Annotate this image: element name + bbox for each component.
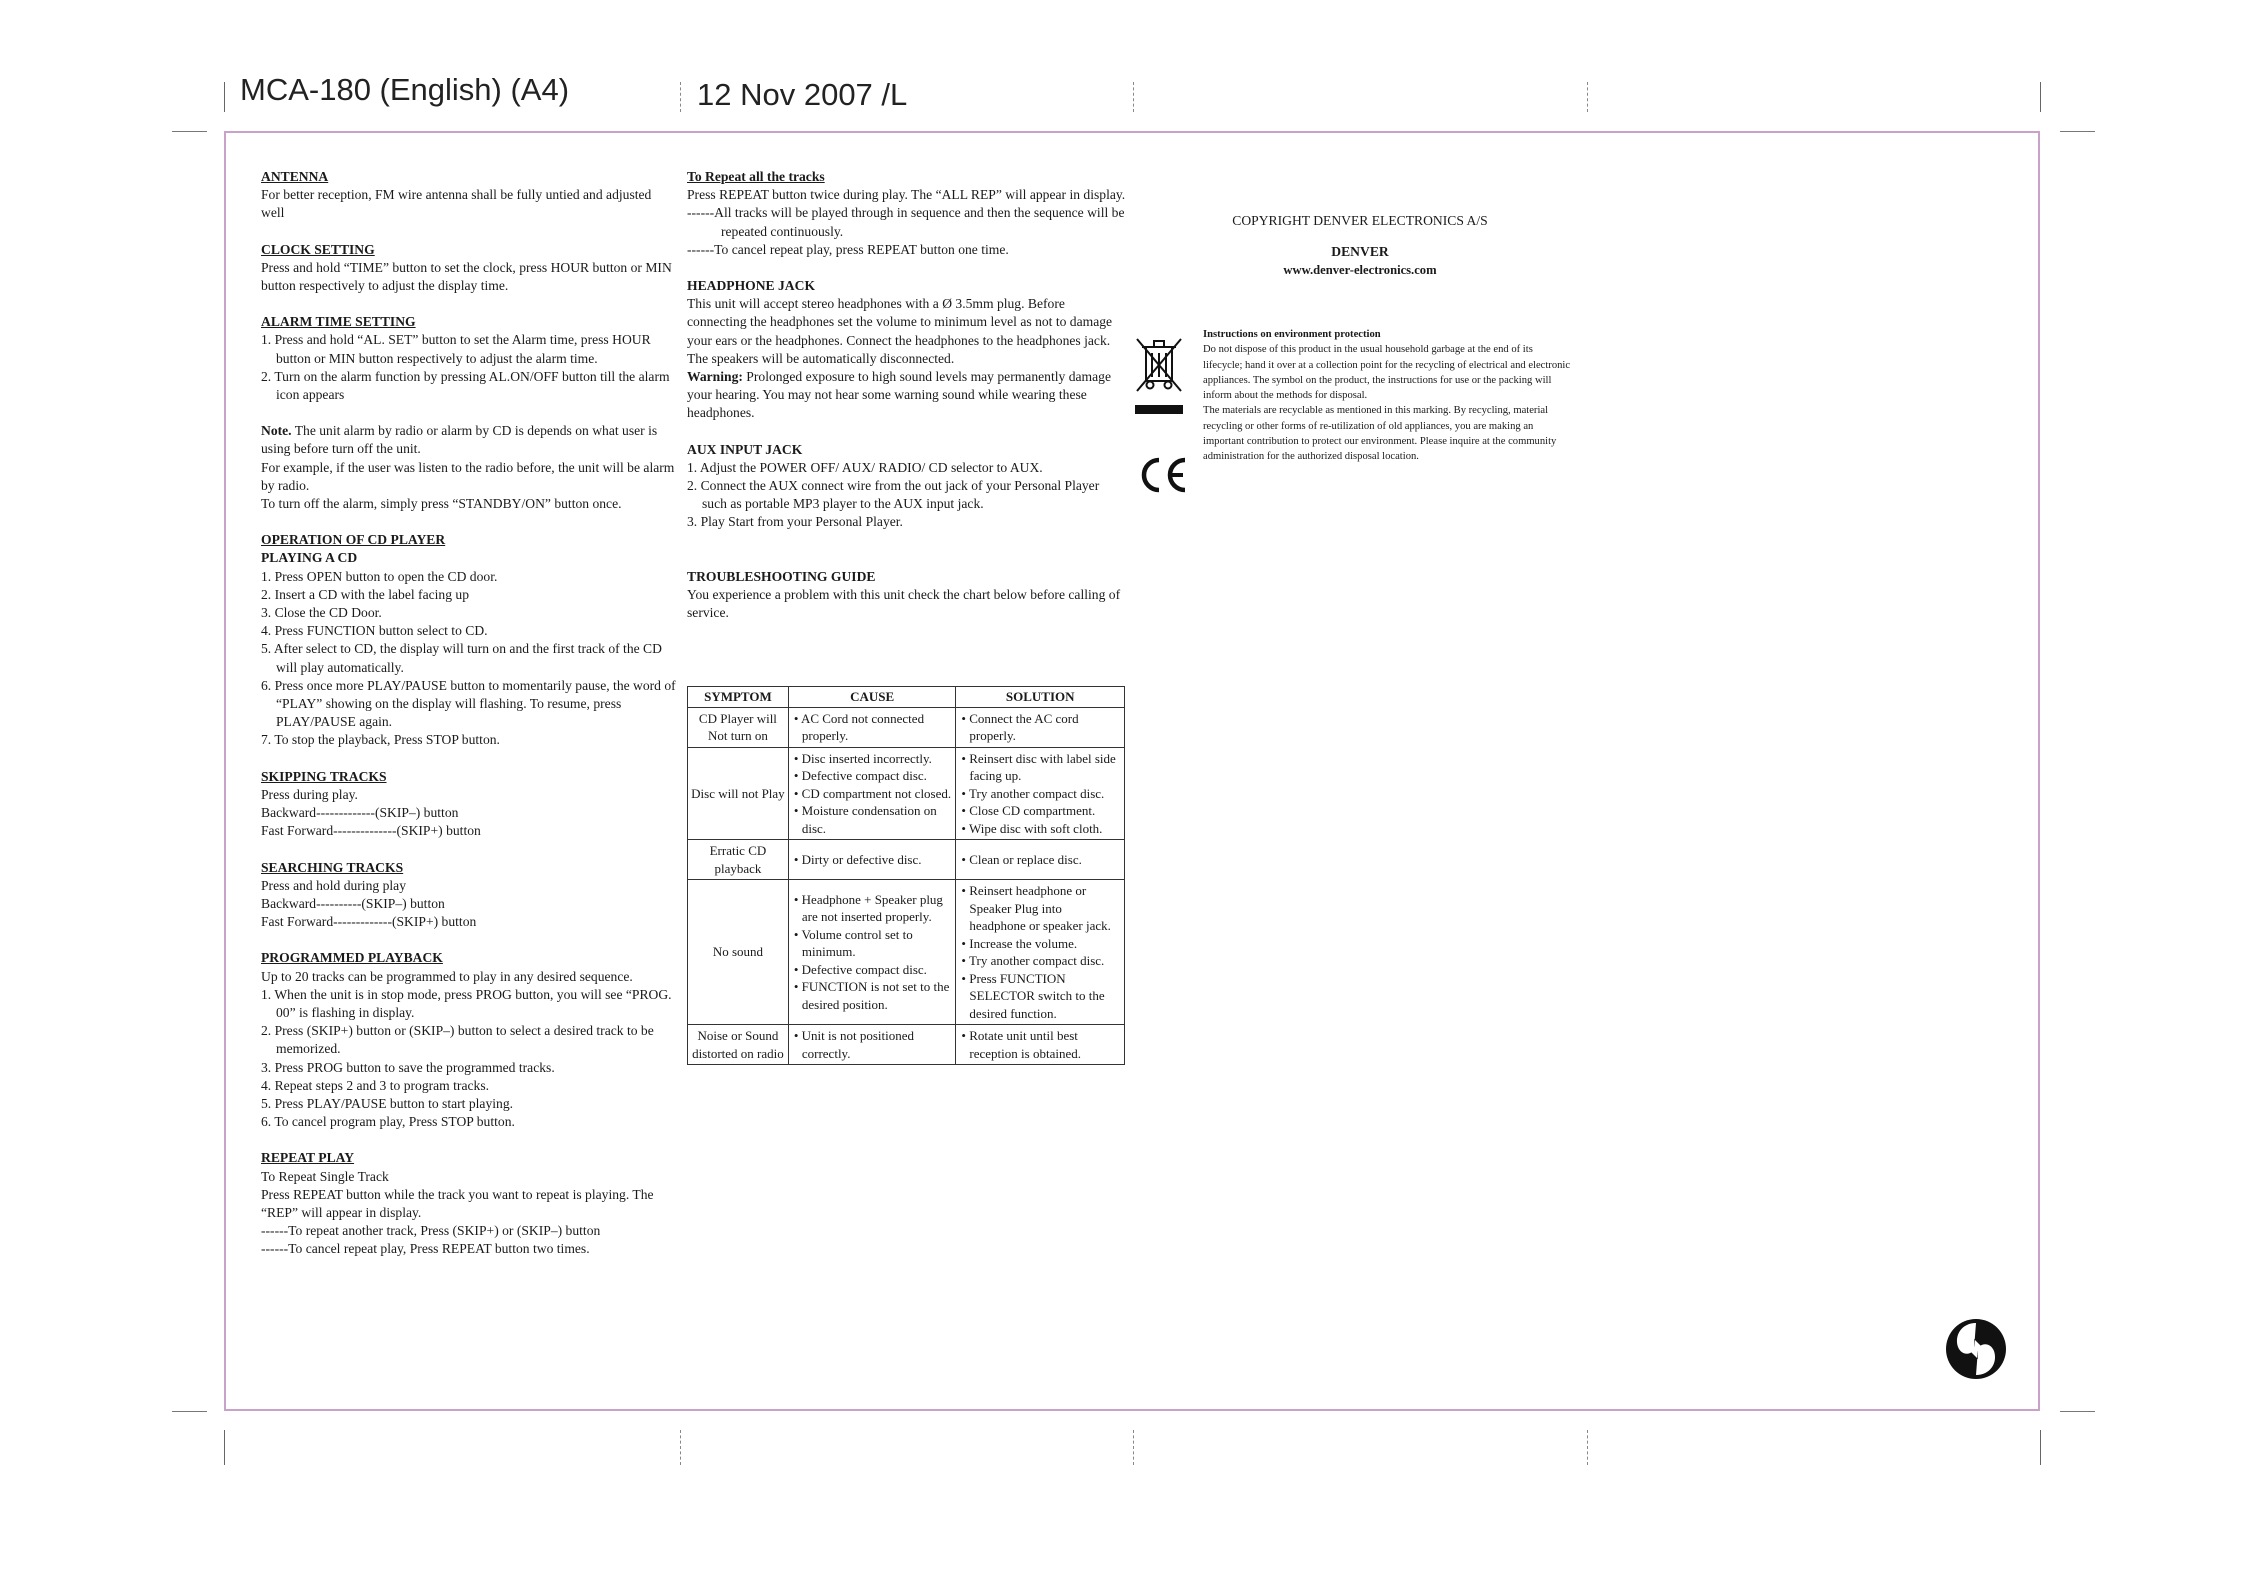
section-heading: PROGRAMMED PLAYBACK: [261, 950, 443, 966]
fold-mark: [1133, 1430, 1134, 1465]
paragraph: ------To cancel repeat play, press REPEAT button one time.: [687, 241, 1009, 257]
paragraph: Press and hold during play: [261, 877, 406, 893]
cause-item: • Moisture condensation on disc.: [793, 803, 937, 836]
symptom-cell: CD Player will Not turn on: [688, 707, 789, 747]
sub-heading: PLAYING A CD: [261, 550, 358, 566]
paragraph: ------To cancel repeat play, Press REPEAT button two times.: [261, 1241, 590, 1257]
solution-item: • Try another compact disc.: [961, 953, 1105, 968]
crop-mark: [172, 131, 207, 132]
print-date: 12 Nov 2007 /L: [697, 77, 908, 112]
list-item: 4. Press FUNCTION button select to CD.: [261, 623, 488, 639]
list-item: 6. Press once more PLAY/PAUSE button to momentarily pause, the word of “PLAY” showing on the display will flashing. To resume, press PLAY/PAUSE again.: [261, 677, 676, 730]
cd-list: [261, 568, 676, 750]
symptom-cell: Noise or Sound distorted on radio: [688, 1025, 789, 1065]
table-row: [688, 707, 1125, 747]
section-heading: SKIPPING TRACKS: [261, 768, 387, 784]
list-item: 3. Press PROG button to save the programmed tracks.: [261, 1059, 555, 1075]
list-item: 6. To cancel program play, Press STOP button.: [261, 1114, 515, 1130]
warning-text: Prolonged exposure to high sound levels may permanently damage your hearing. You may not hear some warning sound while wearing these headphones.: [687, 369, 1111, 421]
warning-paragraph: [687, 368, 1127, 423]
list-item: 2. Press (SKIP+) button or (SKIP–) button to select a desired track to be memorized.: [261, 1023, 654, 1057]
table-row: [688, 1025, 1125, 1065]
section-heading: ANTENNA: [261, 169, 329, 184]
paragraph: Fast Forward-------------(SKIP+) button: [261, 914, 477, 930]
table-header-row: [688, 687, 1125, 708]
section-heading: SEARCHING TRACKS: [261, 859, 404, 875]
ce-mark-icon: [1138, 455, 1190, 495]
section-heading: AUX INPUT JACK: [687, 441, 803, 457]
paragraph: Press and hold “TIME” button to set the clock, press HOUR button or MIN button respectively to adjust the display time.: [261, 259, 672, 294]
cause-item: • Defective compact disc.: [793, 768, 927, 783]
solution-item: • Wipe disc with soft cloth.: [961, 820, 1103, 836]
note-label: Note.: [261, 423, 292, 439]
note-text: The unit alarm by radio or alarm by CD is depends on what user is using before turn off the unit.: [261, 423, 658, 457]
cause-item: • Defective compact disc.: [793, 961, 927, 977]
section-heading: REPEAT PLAY: [261, 1150, 355, 1166]
table-row: [688, 840, 1125, 880]
model-title: MCA-180 (English) (A4): [240, 72, 570, 107]
cause-item: • Volume control set to minimum.: [793, 926, 913, 960]
list-item: 2. Turn on the alarm function by pressing AL.ON/OFF button till the alarm icon appears: [261, 368, 670, 403]
paragraph: Backward-------------(SKIP–) button: [261, 805, 459, 821]
paragraph: To Repeat Single Track: [261, 1168, 389, 1184]
environment-block: [1203, 327, 1573, 465]
aux-list: [687, 459, 1127, 532]
list-item: 2. Insert a CD with the label facing up: [261, 586, 470, 602]
table-row: [688, 880, 1125, 1025]
section-heading: CLOCK SETTING: [261, 241, 375, 257]
paragraph: Press REPEAT button while the track you want to repeat is playing. The “REP” will appear in display.: [261, 1186, 654, 1220]
cause-item: • Dirty or defective disc.: [793, 851, 922, 867]
solution-item: • Press FUNCTION SELECTOR switch to the desired function.: [961, 970, 1105, 1021]
env-text: Do not dispose of this product in the usual household garbage at the end of its lifecycle; hand it over at a collection point for the recycling of electrical and electronic appliances. The symbol on the product, the instructions for use or the packing will inform about the methods for disposal.: [1203, 344, 1571, 402]
solution-item: • Reinsert disc with label side facing up.: [961, 750, 1116, 783]
list-item: 2. Connect the AUX connect wire from the out jack of your Personal Player such as portable MP3 player to the AUX input jack.: [687, 478, 1100, 512]
crop-mark: [2060, 1411, 2095, 1412]
solution-item: • Increase the volume.: [961, 935, 1078, 951]
paragraph: This unit will accept stereo headphones with a Ø 3.5mm plug. Before connecting the headphones set the volume to minimum level as not to damage your ears or the headphones. Connect the headphones to the headphones jack. The speakers will be automatically disconnected.: [687, 296, 1113, 366]
cause-cell: [788, 840, 956, 880]
cause-item: • Headphone + Speaker plug are not inserted properly.: [793, 891, 943, 925]
troubleshooting-table: [687, 686, 1125, 1065]
list-item: 3. Play Start from your Personal Player.: [687, 514, 903, 530]
cause-item: • Disc inserted incorrectly.: [793, 750, 932, 766]
list-item: 5. Press PLAY/PAUSE button to start playing.: [261, 1095, 514, 1111]
fold-mark: [1587, 1430, 1588, 1465]
list-item: 1. Adjust the POWER OFF/ AUX/ RADIO/ CD selector to AUX.: [687, 459, 1043, 475]
weee-bin-icon: [1133, 333, 1185, 423]
middle-column: [687, 168, 1127, 622]
green-dot-icon: [1944, 1317, 2008, 1381]
list-item: 3. Close the CD Door.: [261, 605, 382, 621]
symptom-cell: Erratic CD playback: [688, 840, 789, 880]
paragraph: For better reception, FM wire antenna shall be fully untied and adjusted well: [261, 187, 652, 221]
solution-cell: [956, 840, 1125, 880]
section-heading: HEADPHONE JACK: [687, 278, 816, 294]
crop-mark: [2060, 131, 2095, 132]
solution-cell: [956, 880, 1125, 1025]
crop-mark: [2040, 1430, 2041, 1465]
note-paragraph: [261, 422, 676, 458]
solution-item: • Reinsert headphone or Speaker Plug into headphone or speaker jack.: [961, 883, 1111, 933]
list-item: 1. Press OPEN button to open the CD door.: [261, 568, 498, 584]
crop-mark: [2040, 82, 2041, 112]
solution-item: • Try another compact disc.: [961, 785, 1105, 801]
paragraph: You experience a problem with this unit check the chart below before calling of service.: [687, 586, 1121, 621]
section-heading: OPERATION OF CD PLAYER: [261, 532, 446, 548]
paragraph: ------All tracks will be played through in sequence and then the sequence will be repeated continuously.: [687, 205, 1125, 239]
solution-item: • Connect the AC cord properly.: [961, 710, 1079, 743]
solution-cell: [956, 1025, 1125, 1065]
list-item: 5. After select to CD, the display will turn on and the first track of the CD will play automatically.: [261, 641, 662, 675]
copyright-text: COPYRIGHT DENVER ELECTRONICS A/S: [1232, 213, 1488, 228]
fold-mark: [1587, 82, 1588, 112]
crop-mark: [172, 1411, 207, 1412]
fold-mark: [1133, 82, 1134, 112]
list-item: 7. To stop the playback, Press STOP button.: [261, 732, 500, 748]
symptom-cell: No sound: [688, 880, 789, 1025]
section-heading: TROUBLESHOOTING GUIDE: [687, 568, 876, 584]
column-header: CAUSE: [788, 687, 956, 708]
env-text: The materials are recyclable as mentioned in this marking. By recycling, material recycling or other forms of re-utilization of old appliances, you are making an important contribution to protect our environment. Please inquire at the community administration for the authorized disposal location.: [1203, 405, 1557, 463]
paragraph: Backward----------(SKIP–) button: [261, 895, 445, 911]
paragraph: ------To repeat another track, Press (SKIP+) or (SKIP–) button: [261, 1223, 601, 1239]
paragraph: Press during play.: [261, 786, 358, 802]
section-heading: To Repeat all the tracks: [687, 169, 825, 184]
crop-mark: [224, 82, 225, 112]
solution-item: • Clean or replace disc.: [961, 851, 1082, 867]
list-item: 1. When the unit is in stop mode, press PROG button, you will see “PROG. 00” is flashing in display.: [261, 986, 672, 1020]
paragraph: For example, if the user was listen to the radio before, the unit will be alarm by radio.: [261, 459, 675, 493]
fold-mark: [680, 1430, 681, 1465]
solution-cell: [956, 707, 1125, 747]
list-item: 1. Press and hold “AL. SET” button to set the Alarm time, press HOUR button or MIN button respectively to adjust the alarm time.: [261, 332, 651, 366]
cause-cell: [788, 880, 956, 1025]
cause-item: • FUNCTION is not set to the desired position.: [793, 979, 950, 1012]
website: www.denver-electronics.com: [1283, 263, 1437, 277]
section-heading: ALARM TIME SETTING: [261, 314, 416, 330]
copyright-block: [1190, 212, 1530, 280]
env-title: Instructions on environment protection: [1203, 329, 1381, 340]
warning-label: Warning:: [687, 369, 743, 385]
solution-item: • Close CD compartment.: [961, 803, 1096, 818]
paragraph: Press REPEAT button twice during play. The “ALL REP” will appear in display.: [687, 187, 1126, 203]
crop-mark: [224, 1430, 225, 1465]
paragraph: Up to 20 tracks can be programmed to play in any desired sequence.: [261, 968, 633, 984]
left-column: [261, 168, 676, 1259]
symptom-cell: Disc will not Play: [688, 747, 789, 840]
paragraph: Fast Forward--------------(SKIP+) button: [261, 823, 481, 839]
program-list: [261, 986, 676, 1132]
list-item: 4. Repeat steps 2 and 3 to program tracks.: [261, 1077, 490, 1093]
table-row: [688, 747, 1125, 840]
brand-name: DENVER: [1331, 243, 1389, 259]
cause-cell: [788, 1025, 956, 1065]
solution-item: • Rotate unit until best reception is obtained.: [961, 1028, 1081, 1061]
cause-item: • CD compartment not closed.: [793, 785, 952, 801]
solution-cell: [956, 747, 1125, 840]
cause-cell: [788, 707, 956, 747]
cause-cell: [788, 747, 956, 840]
fold-mark: [680, 82, 681, 112]
paragraph: To turn off the alarm, simply press “STANDBY/ON” button once.: [261, 496, 622, 512]
cause-item: • AC Cord not connected properly.: [793, 710, 925, 743]
column-header: SYMPTOM: [688, 687, 789, 708]
alarm-list: [261, 331, 676, 404]
column-header: SOLUTION: [956, 687, 1125, 708]
cause-item: • Unit is not positioned correctly.: [793, 1028, 914, 1061]
